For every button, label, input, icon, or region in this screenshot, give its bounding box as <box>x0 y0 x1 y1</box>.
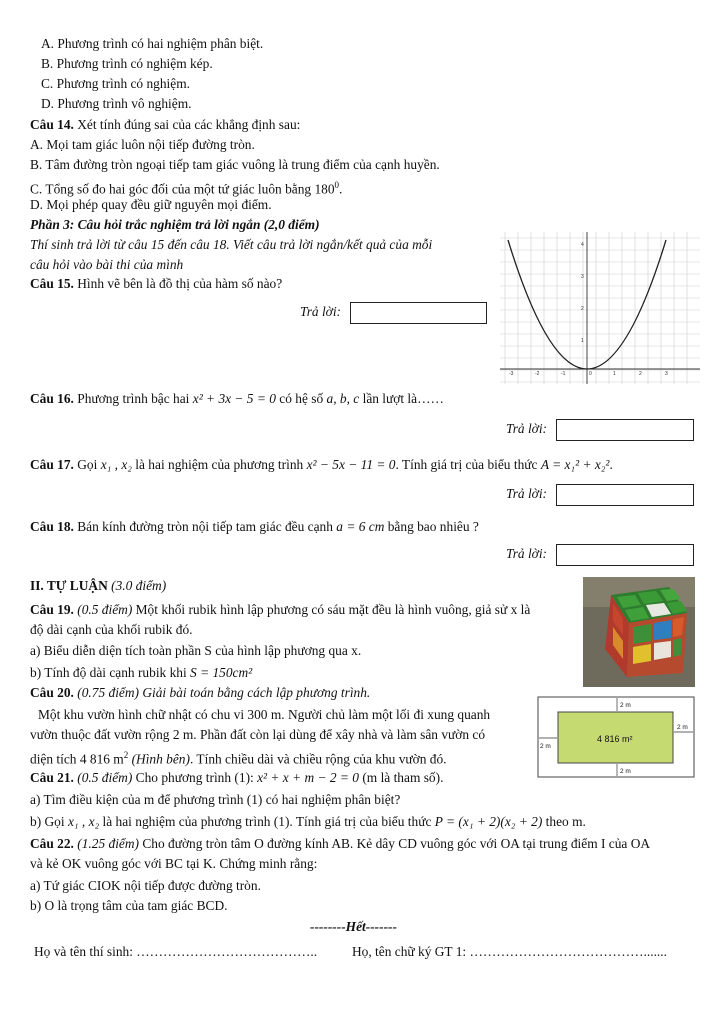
q16-text3: lần lượt là…… <box>359 391 444 406</box>
end-marker: --------Hết------- <box>310 919 397 934</box>
q20-line3 <box>30 746 447 768</box>
q21-text2: (m là tham số). <box>359 770 444 785</box>
q18-text2: bằng bao nhiêu ? <box>384 519 479 534</box>
q22-text: Cho đường tròn tâm O đường kính AB. Kẻ dây CD vuông góc với OA tại trung điểm I của OA <box>138 836 651 851</box>
q22-part-a: a) Tứ giác CIOK nội tiếp được đường tròn. <box>30 878 261 893</box>
x-tick-label: -2 <box>535 371 540 377</box>
q13-option-a: A. Phương trình có hai nghiệm phân biệt. <box>41 36 264 51</box>
q18-equation: a = 6 cm <box>336 519 385 534</box>
q18-question <box>30 518 479 536</box>
q19-question-line2: độ dài cạnh của khối rubik đó. <box>30 622 193 637</box>
parabola-graph <box>500 232 700 384</box>
q16-label: Câu 16. <box>30 391 74 406</box>
q14-text: Xét tính đúng sai của các khẳng định sau: <box>73 117 301 132</box>
q14-statement-b: B. Tâm đường tròn ngoại tiếp tam giác vuông là trung điểm của cạnh huyền. <box>30 157 440 172</box>
garden-path-width-left: 2 m <box>540 743 551 750</box>
q19-b-text: b) Tính độ dài cạnh rubik khi <box>30 665 191 680</box>
q18-label: Câu 18. <box>30 519 74 534</box>
part3-instruction-line1: Thí sinh trả lời từ câu 15 đến câu 18. Viết câu trả lời ngắn/kết quả của mỗi <box>30 237 433 252</box>
q20-line2: vườn thuộc đất vườn rộng 2 m. Phần đất còn lại dùng để xây nhà và làm sân vườn có <box>30 727 486 742</box>
q14-label: Câu 14. <box>30 117 74 132</box>
q14-statement-d: D. Mọi phép quay đều giữ nguyên mọi điểm. <box>30 197 272 212</box>
garden-diagram <box>537 696 695 778</box>
q18-text1: Bán kính đường tròn nội tiếp tam giác đều cạnh <box>73 519 337 534</box>
q21-question <box>30 769 443 787</box>
q14-c-degree: 0 <box>334 180 340 190</box>
q22-points: (1.25 điểm) <box>73 836 139 851</box>
q15-question <box>30 275 282 293</box>
x-tick-label: 1 <box>613 371 616 377</box>
q21-label: Câu 21. <box>30 770 74 785</box>
q17-label: Câu 17. <box>30 457 74 472</box>
q14-c-end: . <box>339 181 343 197</box>
footer-invigilator-signature: Họ, tên chữ ký GT 1: …………………………………....... <box>352 944 667 959</box>
q20-points: (0.75 điểm) Giải bài toán bằng cách lập phương trình. <box>73 685 371 700</box>
q19-part-a: a) Biểu diễn diện tích toàn phần S của hình lập phương qua x. <box>30 643 362 658</box>
q18-answer-box[interactable] <box>556 544 694 566</box>
q16-text2: có hệ số <box>275 391 327 406</box>
q21-b-vars: x₁ , x₂ <box>67 814 100 829</box>
q17-vars: x₁ , x₂ <box>100 457 132 472</box>
footer-candidate-name: Họ và tên thí sinh: ………………………………….. <box>34 944 318 959</box>
q21-equation: x² + x + m − 2 = 0 <box>257 770 359 785</box>
q15-answer-label: Trả lời: <box>300 304 342 319</box>
q14-c-text: C. Tổng số đo hai góc đối của một tứ giác luôn bằng 180 <box>30 181 335 197</box>
q16-answer-box[interactable] <box>556 419 694 441</box>
q17-answer-label: Trả lời: <box>506 486 548 501</box>
q15-answer-box[interactable] <box>350 302 487 324</box>
q17-text2: là hai nghiệm của phương trình <box>131 457 307 472</box>
x-tick-label: 3 <box>665 371 668 377</box>
part3-heading: Phần 3: Câu hỏi trắc nghiệm trả lời ngắn (2,0 điểm) <box>30 217 320 232</box>
part3-instruction-line2: câu hỏi vào bài thi của mình <box>30 257 184 272</box>
q21-part-a: a) Tìm điều kiện của m để phương trình (1) có hai nghiệm phân biệt? <box>30 792 401 807</box>
q21-part-b <box>30 813 586 831</box>
q22-label: Câu 22. <box>30 836 74 851</box>
rubik-cube-photo <box>583 577 695 687</box>
q14-question <box>30 116 300 134</box>
q17-answer-box[interactable] <box>556 484 694 506</box>
garden-area-label: 4 816 m² <box>597 734 633 744</box>
garden-path-width-bottom: 2 m <box>620 768 631 775</box>
garden-path-width-right: 2 m <box>677 724 688 731</box>
q17-text4: . <box>609 457 613 472</box>
x-tick-label: -1 <box>561 371 566 377</box>
q22-question-line2: và kẻ OK vuông góc với BC tại K. Chứng minh rằng: <box>30 856 318 871</box>
q17-text1: Gọi <box>73 457 101 472</box>
q19-question-line1 <box>30 601 530 619</box>
q16-answer-label: Trả lời: <box>506 421 548 436</box>
q20-line3-sup: 2 <box>123 750 129 760</box>
q19-text: Một khối rubik hình lập phương có sáu mặt đều là hình vuông, giả sử x là <box>132 602 531 617</box>
y-tick-label: 3 <box>581 274 584 280</box>
q20-line3-figref: (Hình bên) <box>128 751 190 767</box>
q16-text1: Phương trình bậc hai <box>73 391 193 406</box>
q19-label: Câu 19. <box>30 602 74 617</box>
q16-equation: x² + 3x − 5 = 0 <box>192 391 276 406</box>
q21-text1: Cho phương trình (1): <box>132 770 258 785</box>
y-tick-label: 1 <box>581 338 584 344</box>
y-tick-label: 2 <box>581 306 584 312</box>
q13-option-d: D. Phương trình vô nghiệm. <box>41 96 192 111</box>
q17-expression: A = x₁² + x₂² <box>540 457 610 472</box>
q22-part-b: b) O là trọng tâm của tam giác BCD. <box>30 898 228 913</box>
q19-part-b <box>30 664 252 682</box>
q22-question-line1 <box>30 835 650 853</box>
q17-question <box>30 456 613 474</box>
q21-b-text3: theo m. <box>542 814 586 829</box>
q19-points: (0.5 điểm) <box>73 602 133 617</box>
q16-vars: a, b, c <box>326 391 360 406</box>
q18-answer-label: Trả lời: <box>506 546 548 561</box>
q21-points: (0.5 điểm) <box>73 770 133 785</box>
q19-b-equation: S = 150cm² <box>190 665 253 680</box>
q20-line1: Một khu vườn hình chữ nhật có chu vi 300 m. Người chủ làm một lối đi xung quanh <box>38 707 491 722</box>
q15-text: Hình vẽ bên là đồ thị của hàm số nào? <box>73 276 283 291</box>
x-tick-label: 0 <box>589 371 592 377</box>
part2-title: II. TỰ LUẬN <box>30 578 108 593</box>
graph-grid <box>500 232 700 384</box>
q16-question <box>30 390 444 408</box>
x-tick-label: -3 <box>509 371 514 377</box>
q20-label: Câu 20. <box>30 685 74 700</box>
q13-option-b: B. Phương trình có nghiệm kép. <box>41 56 213 71</box>
q15-label: Câu 15. <box>30 276 74 291</box>
garden-path-width-top: 2 m <box>620 702 631 709</box>
q21-b-text2: là hai nghiệm của phương trình (1). Tính giá trị của biểu thức <box>99 814 435 829</box>
q20-question <box>30 684 370 702</box>
part2-heading <box>30 577 166 595</box>
q21-b-expression: P = (x₁ + 2)(x₂ + 2) <box>434 814 543 829</box>
q17-text3: . Tính giá trị của biểu thức <box>395 457 541 472</box>
q17-equation: x² − 5x − 11 = 0 <box>306 457 396 472</box>
q20-line3-a: diện tích 4 816 m <box>30 751 124 767</box>
part2-points: (3.0 điểm) <box>107 578 167 593</box>
x-tick-label: 2 <box>639 371 642 377</box>
q21-b-text1: b) Gọi <box>30 814 68 829</box>
q20-line3-c: . Tính chiều dài và chiều rộng của khu vườn đó. <box>189 751 447 767</box>
q14-statement-a: A. Mọi tam giác luôn nội tiếp đường tròn. <box>30 137 255 152</box>
q13-option-c: C. Phương trình có nghiệm. <box>41 76 190 91</box>
y-tick-label: 4 <box>581 242 584 248</box>
